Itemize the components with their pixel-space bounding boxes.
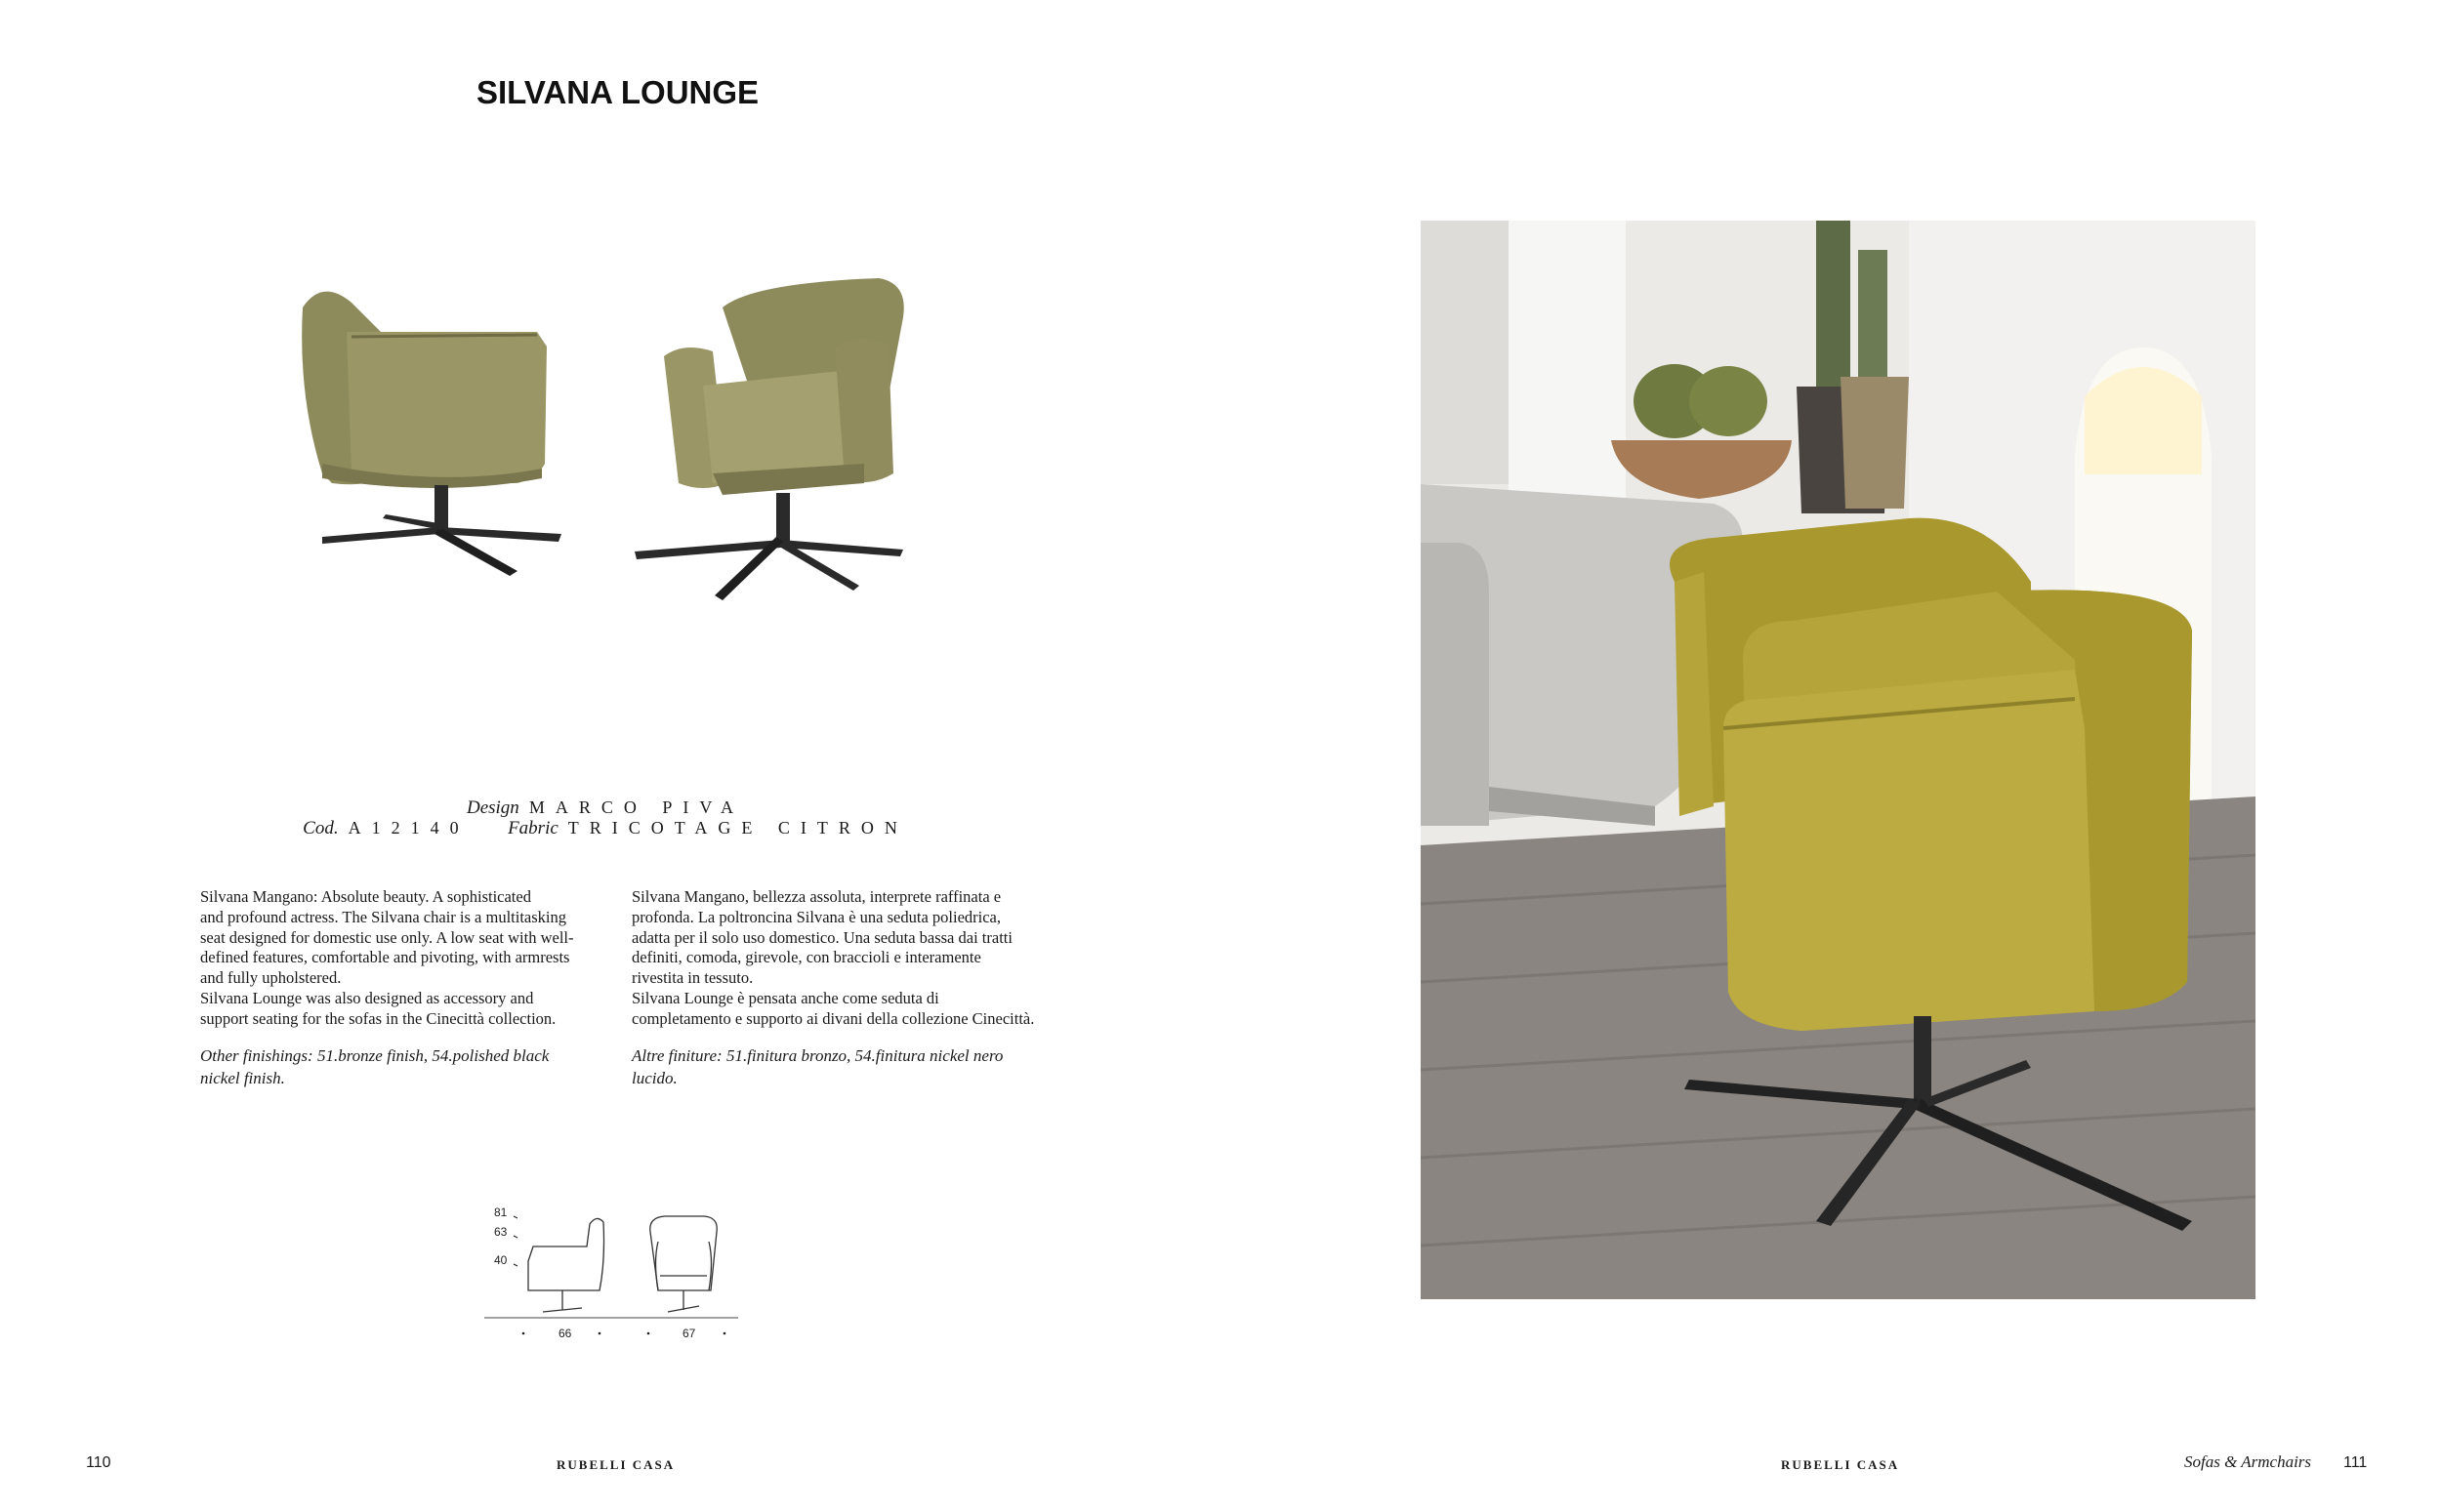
- design-label: Design: [466, 797, 519, 818]
- brand-name-right: RUBELLI CASA: [1781, 1457, 1900, 1472]
- finishings-line: Altre finiture: 51.finitura bronzo, 54.finitura nickel nero: [632, 1045, 1004, 1065]
- description-line: profonda. La poltroncina Silvana è una seduta poliedrica,: [632, 907, 1001, 926]
- page-number-left: 110: [86, 1454, 111, 1471]
- designer-name: MARCO PIVA: [528, 797, 745, 817]
- fabric-label: Fabric: [508, 818, 559, 838]
- room-photo: [1421, 221, 2255, 1299]
- design-credit: [68, 797, 1142, 819]
- fabric-name: TRICOTAGE CITRON: [567, 818, 908, 838]
- product-code: A12140: [348, 818, 470, 838]
- description-line: seat designed for domestic use only. A low seat with well-: [200, 927, 574, 947]
- finishings-english: [200, 1044, 610, 1089]
- width-label: 67: [683, 1327, 696, 1340]
- chair-side-view-image: [302, 292, 561, 576]
- section-title: Sofas & Armchairs: [2184, 1452, 2312, 1471]
- description-line: adatta per il solo uso domestico. Una seduta bassa dai tratti: [632, 927, 1013, 947]
- brand-name-left: RUBELLI CASA: [557, 1457, 676, 1472]
- page-number-right: 111: [2343, 1454, 2368, 1471]
- description-line: Silvana Lounge was also designed as accessory and: [200, 988, 534, 1007]
- height-arm-label: 63: [494, 1225, 508, 1239]
- description-line: Silvana Mangano: Absolute beauty. A sophisticated: [200, 887, 531, 906]
- height-seat-label: 40: [494, 1253, 508, 1267]
- finishings-line: nickel finish.: [200, 1068, 285, 1087]
- description-line: support seating for the sofas in the Cinecittà collection.: [200, 1008, 557, 1028]
- description-english: [200, 887, 610, 1089]
- code-fabric-credit: [68, 818, 1142, 839]
- code-label: Cod.: [303, 818, 339, 838]
- finishings-italian: [632, 1044, 1042, 1089]
- description-line: Silvana Lounge è pensata anche come seduta di: [632, 988, 939, 1007]
- front-outline-drawing: [650, 1216, 717, 1312]
- finishings-line: Other finishings: 51.bronze finish, 54.polished black: [200, 1045, 550, 1065]
- description-line: rivestita in tessuto.: [632, 968, 754, 988]
- product-photo-chairs: [293, 278, 996, 659]
- description-line: and profound actress. The Silvana chair is a multitasking: [200, 907, 566, 926]
- description-italian: [632, 887, 1042, 1089]
- page-title: SILVANA LOUNGE: [476, 74, 760, 110]
- description-line: defined features, comfortable and pivoting, with armrests: [200, 948, 570, 967]
- dimension-drawing: [484, 1203, 758, 1349]
- description-line: definiti, comoda, girevole, con braccioli e interamente: [632, 948, 981, 967]
- description-line: Silvana Mangano, bellezza assoluta, interprete raffinata e: [632, 887, 1002, 906]
- finishings-line: lucido.: [632, 1068, 678, 1087]
- side-outline-drawing: [528, 1218, 604, 1312]
- depth-label: 66: [559, 1327, 572, 1340]
- chair-front-view-image: [635, 278, 904, 600]
- description-line: completamento e supporto ai divani della collezione Cinecittà.: [632, 1008, 1035, 1028]
- height-total-label: 81: [494, 1206, 508, 1219]
- description-line: and fully upholstered.: [200, 968, 342, 988]
